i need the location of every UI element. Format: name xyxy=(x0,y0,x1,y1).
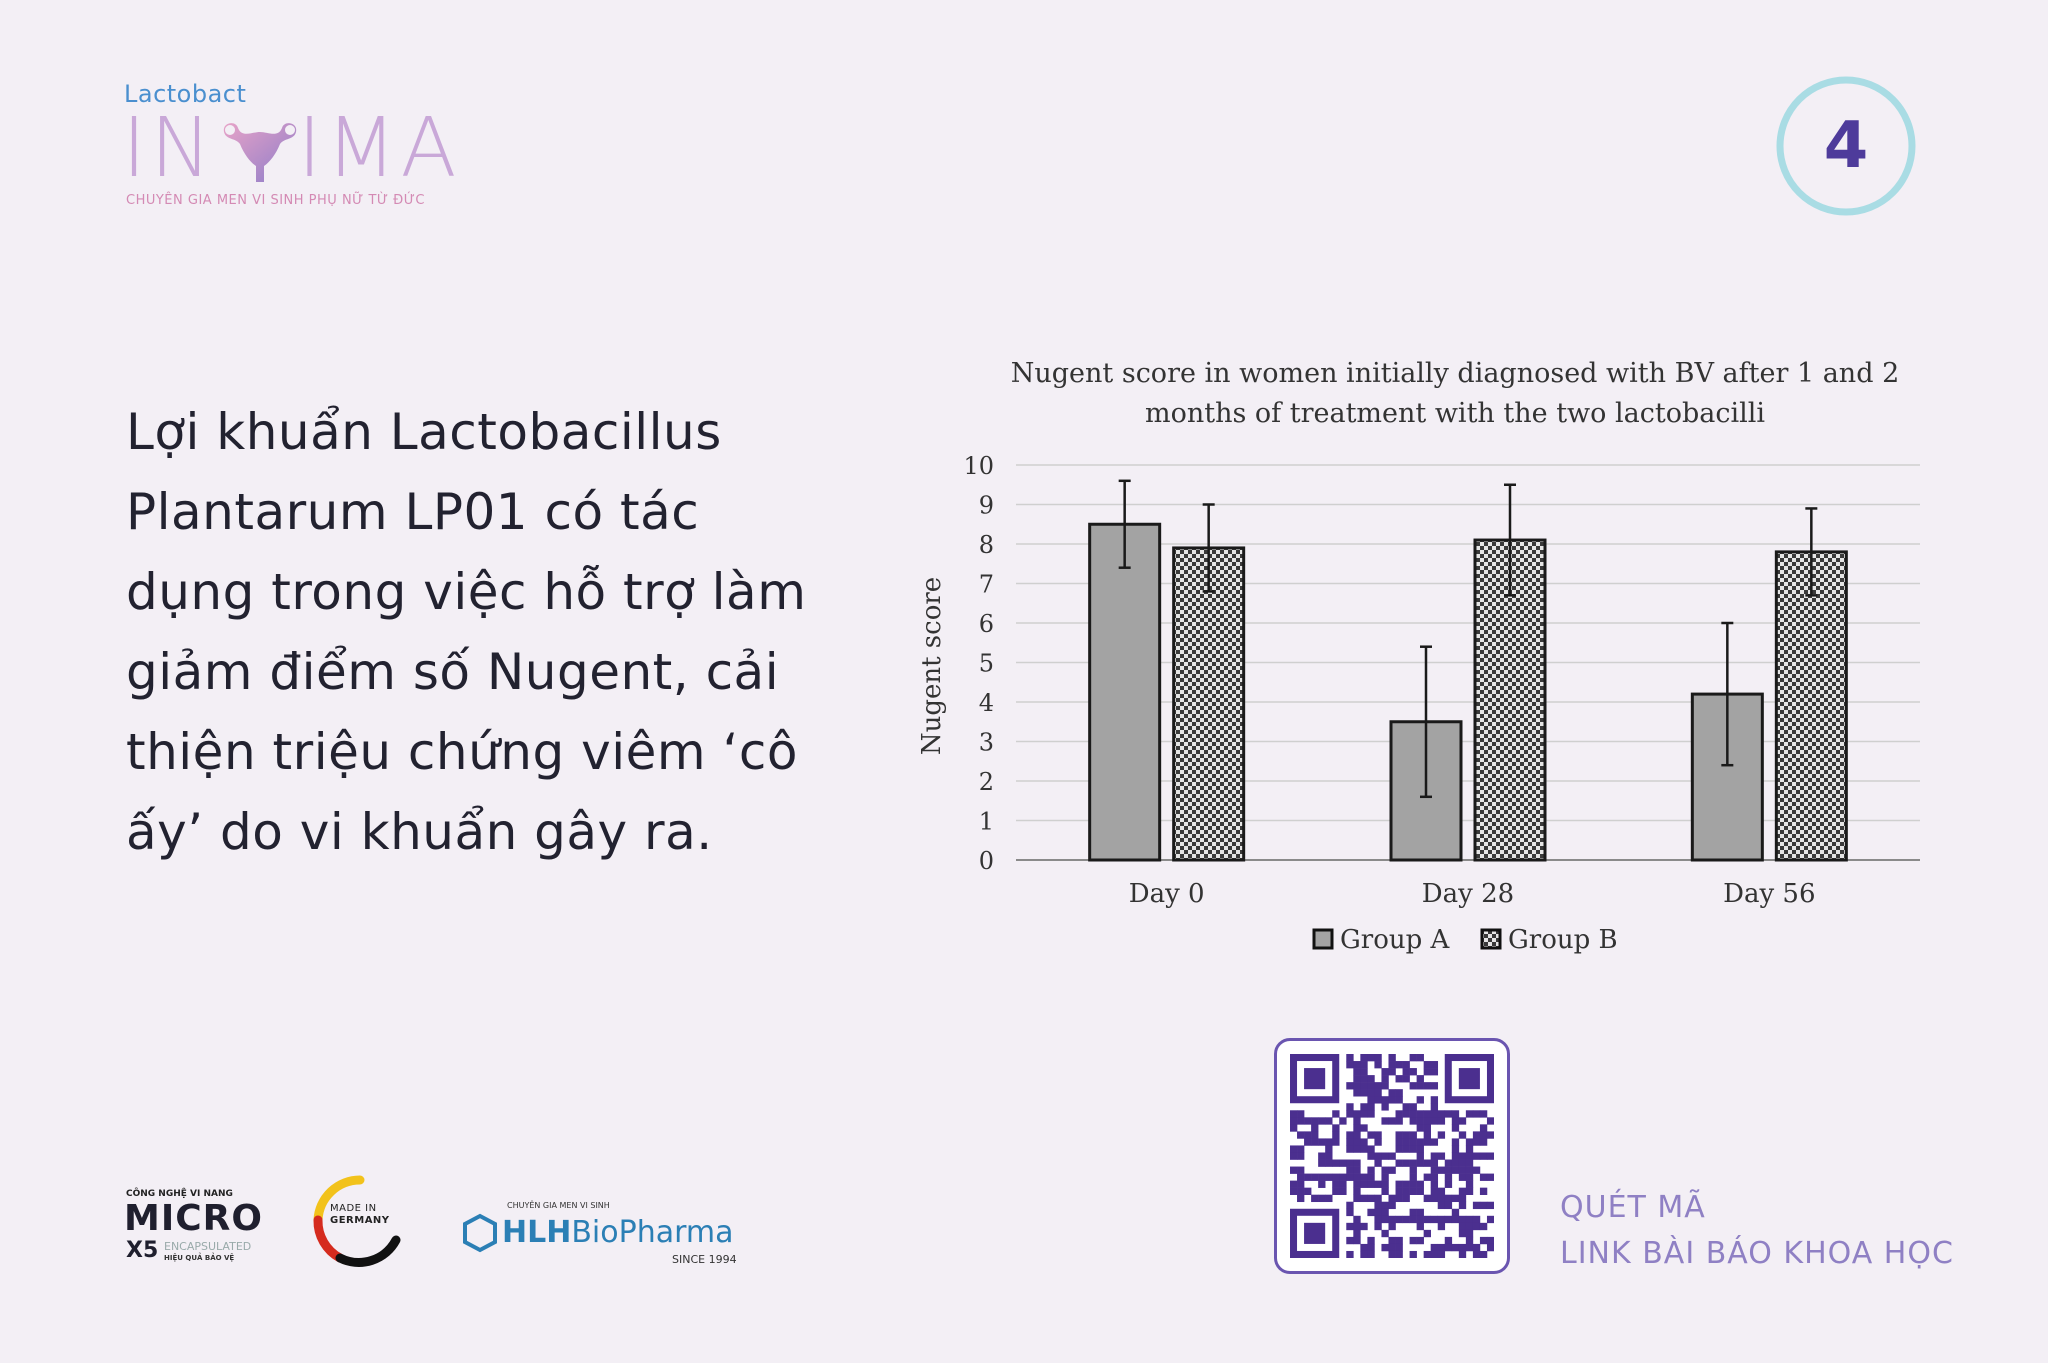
chart-title-line: months of treatment with the two lactobacilli xyxy=(1144,398,1766,429)
chart-x-tick-label: Day 28 xyxy=(1421,879,1515,909)
chart-y-tick-label: 6 xyxy=(978,610,994,638)
body-line: thiện triệu chứng viêm ‘cô xyxy=(126,723,798,781)
chart-y-tick-label: 7 xyxy=(978,570,994,599)
chart-legend-label: Group A xyxy=(1340,925,1450,955)
qr-caption-line2: LINK BÀI BÁO KHOA HỌC xyxy=(1560,1236,1954,1271)
body-line: ấy’ do vi khuẩn gây ra. xyxy=(126,803,713,861)
hlh-tagline: CHUYÊN GIA MEN VI SINH xyxy=(507,1201,610,1210)
chart-y-tick-label: 10 xyxy=(963,452,994,480)
chart-title-line: Nugent score in women initially diagnosed with BV after 1 and 2 xyxy=(1010,358,1900,389)
qr-caption-line1: QUÉT MÃ xyxy=(1560,1190,1706,1225)
chart-legend-swatch xyxy=(1482,930,1500,948)
chart-x-ticks xyxy=(1129,879,1816,909)
body-line: dụng trong việc hỗ trợ làm xyxy=(126,563,807,621)
brand-tagline: CHUYÊN GIA MEN VI SINH PHỤ NỮ TỪ ĐỨC xyxy=(126,193,425,208)
chart-bar-group-b xyxy=(1776,552,1846,860)
chart-y-ticks xyxy=(963,452,994,875)
nugent-chart xyxy=(900,350,1940,990)
chart-bars xyxy=(1090,481,1847,860)
page-number: 4 xyxy=(1823,109,1869,183)
micro-subtitle: HIỆU QUẢ BẢO VỆ xyxy=(164,1254,235,1262)
chart-y-tick-label: 0 xyxy=(978,847,994,875)
chart-legend-swatch xyxy=(1314,930,1332,948)
chart-bar-group-b xyxy=(1174,548,1244,860)
hlh-rest: BioPharma xyxy=(571,1215,734,1250)
brand-sub: Lactobact xyxy=(124,80,247,108)
chart-y-tick-label: 9 xyxy=(978,491,994,520)
hlh-logo xyxy=(502,1215,734,1250)
chart-y-tick-label: 8 xyxy=(978,531,994,559)
body-text xyxy=(126,392,846,872)
chart-x-tick-label: Day 0 xyxy=(1128,879,1205,909)
body-line: giảm điểm số Nugent, cải xyxy=(126,643,780,701)
chart-y-tick-label: 4 xyxy=(978,689,994,717)
hlh-hexagon-icon xyxy=(462,1213,498,1253)
made-in-label: MADE IN xyxy=(330,1203,377,1214)
brand-name-right: IMA xyxy=(297,101,461,196)
hlh-bold: HLH xyxy=(502,1215,572,1250)
micro-encapsulated: ENCAPSULATED xyxy=(164,1240,252,1253)
chart-y-tick-label: 2 xyxy=(978,768,994,796)
germany-label: GERMANY xyxy=(330,1215,390,1226)
body-line: Lợi khuẩn Lactobacillus xyxy=(126,403,722,461)
qr-code-icon[interactable] xyxy=(1290,1054,1494,1258)
micro-tech-label: CÔNG NGHỆ VI NANG xyxy=(126,1189,233,1199)
chart-y-tick-label: 1 xyxy=(978,807,994,836)
body-line: Plantarum LP01 có tác xyxy=(126,483,700,541)
chart-bar-group-a xyxy=(1090,524,1160,860)
chart-y-tick-label: 3 xyxy=(978,728,994,757)
chart-legend xyxy=(1314,925,1618,955)
micro-x5: X5 xyxy=(126,1238,159,1263)
chart-x-tick-label: Day 56 xyxy=(1723,879,1816,909)
chart-y-tick-label: 5 xyxy=(978,649,994,678)
chart-legend-label: Group B xyxy=(1508,925,1618,955)
hlh-since: SINCE 1994 xyxy=(672,1253,737,1266)
uterus-icon xyxy=(218,118,302,188)
brand-name-left: IN xyxy=(122,101,216,196)
chart-y-axis-label: Nugent score xyxy=(917,576,947,756)
micro-logo: MICRO xyxy=(124,1198,263,1239)
